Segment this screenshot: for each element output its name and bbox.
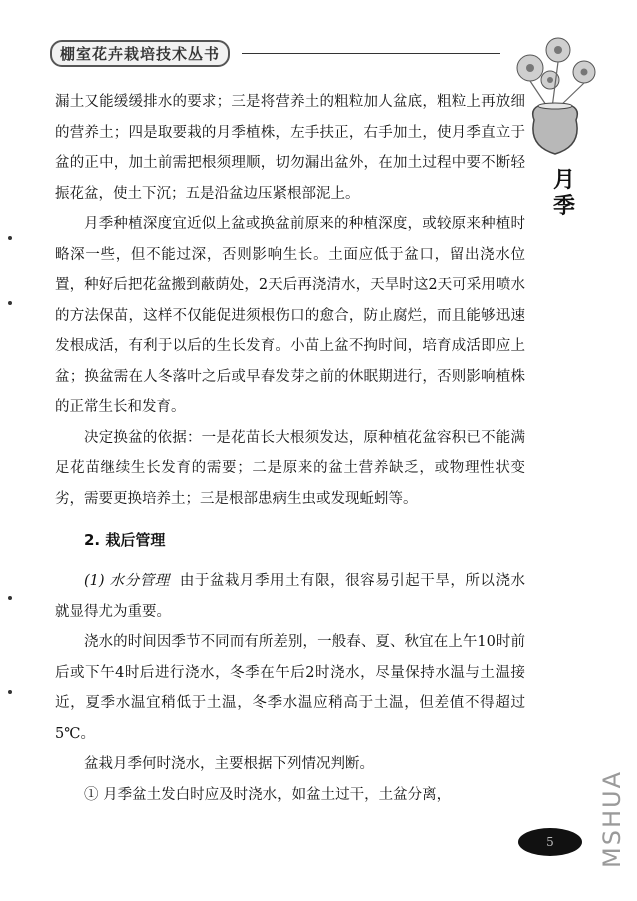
margin-dot [8, 301, 12, 305]
margin-dot [8, 596, 12, 600]
paragraph-1: 漏土又能缓缓排水的要求；三是将营养土的粗粒加人盆底，粗粒上再放细的营养土；四是取要栽的月季植株，左手扶正，右手加土，使月季直立于盆的正中，加土前需把根须理顺，切勿漏出盆外，在加土过程中要不断轻振花盆，使土下沉；五是沿盆边压紧根部泥上。 [55, 94, 525, 202]
section-heading: 2. 栽后管理 [84, 531, 166, 549]
chapter-tab: 月季 [552, 168, 575, 219]
watermark: MSHUA [598, 770, 626, 868]
series-title: 棚室花卉栽培技术丛书 [50, 40, 230, 67]
paragraph-6: ① 月季盆土发白时应及时浇水，如盆土过干，土盆分离， [84, 786, 452, 803]
subsection-title: (1) 水分管理 [84, 573, 170, 589]
page-number: 5 [518, 828, 582, 856]
header-rule [242, 53, 500, 54]
margin-dot [8, 236, 12, 240]
subsection-paragraph [55, 566, 525, 627]
body-text [55, 87, 525, 810]
paragraph-3: 决定换盆的依据：一是花苗长大根须发达，原种植花盆容积已不能满足花苗继续生长发育的需要；二是原来的盆土营养缺乏，或物理性状变劣，需要更换培养土；三是根部患病生虫或发现蚯蚓等。 [55, 429, 525, 507]
margin-dot [8, 690, 12, 694]
paragraph-2: 月季种植深度宜近似上盆或换盆前原来的种植深度，或较原来种植时略深一些，但不能过深，否则影响生长。土面应低于盆口，留出浇水位置，种好后把花盆搬到蔽荫处，2天后再浇清水，天旱时这2天可采用喷水的方法保苗，这样不仅能促进须根伤口的愈合，防止腐烂，而且能够迅速发根成活，有利于以后的生长发育。小苗上盆不拘时间，培育成活即应上盆；换盆需在人冬落叶之后或早春发芽之前的休眠期进行，否则影响植株的正常生长和发育。 [55, 216, 525, 415]
paragraph-4: 浇水的时间因季节不同而有所差别，一般春、夏、秋宜在上午10时前后或下午4时后进行浇水，冬季在午后2时浇水，尽量保持水温与土温接近，夏季水温宜稍低于土温，冬季水温应稍高于土温，但差值不得超过5℃。 [55, 634, 525, 742]
subsection-text: 由于盆栽月季用土有限，很容易引起干旱，所以浇水就显得尤为重要。 [55, 573, 525, 620]
paragraph-5: 盆栽月季何时浇水，主要根据下列情况判断。 [84, 756, 374, 772]
